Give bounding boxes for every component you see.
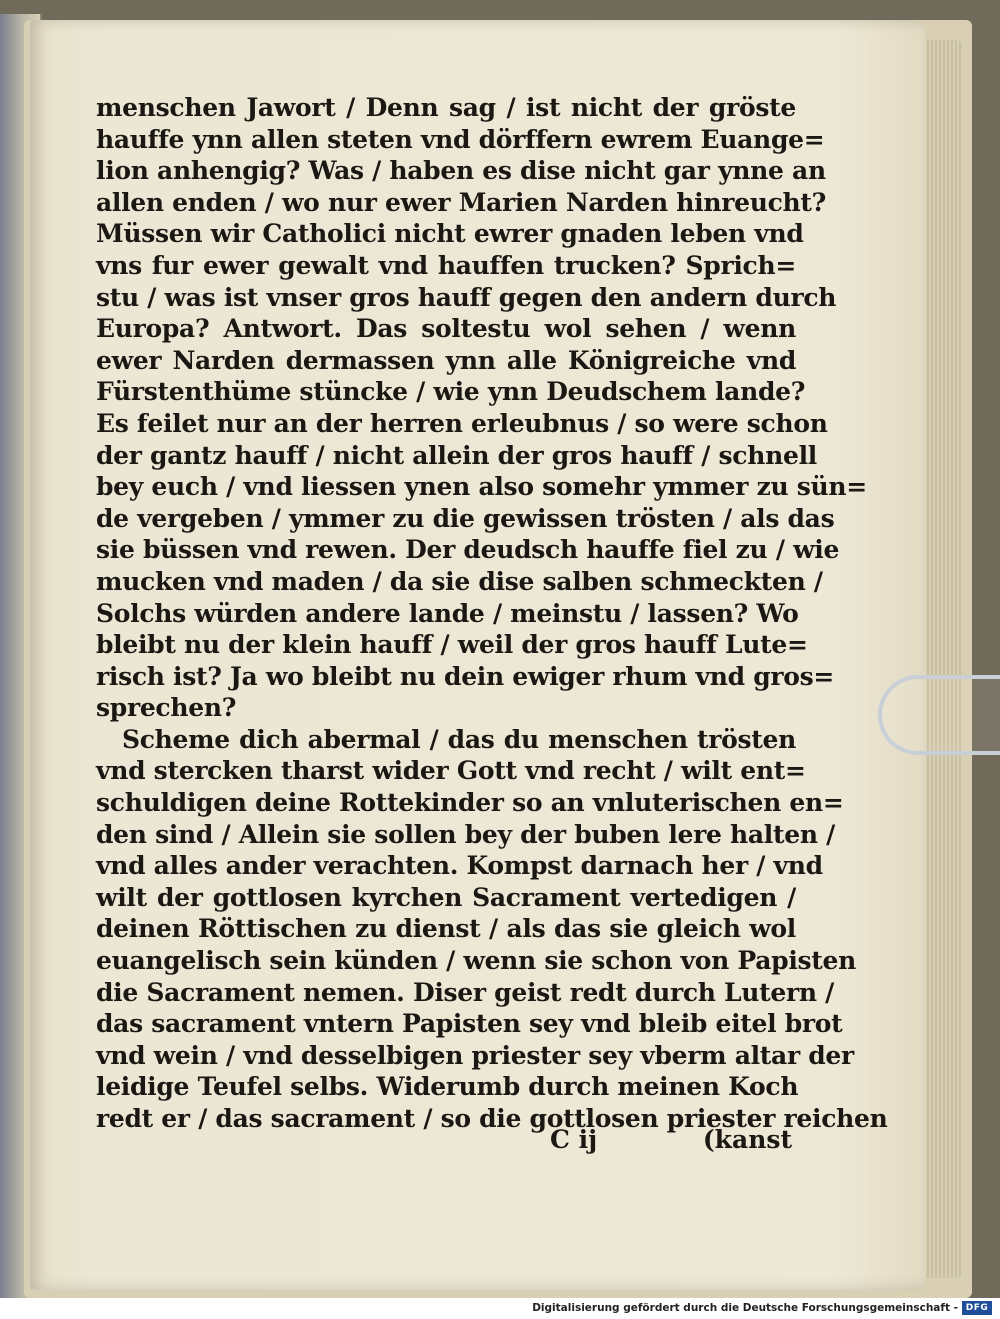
text-line: sie büssen vnd rewen. Der deudsch hauffe fiel zu / wie bbox=[96, 535, 840, 565]
text-line: vnd stercken tharst wider Gott vnd recht / wilt ent= bbox=[96, 756, 806, 786]
text-line: das sacrament vntern Papisten sey vnd bleib eitel brot bbox=[96, 1009, 843, 1039]
text-line: mucken vnd maden / da sie dise salben schmeckten / bbox=[96, 566, 823, 596]
text-line: risch ist? Ja wo bleibt nu dein ewiger rhum vnd gros= bbox=[96, 661, 835, 691]
text-line: lion anhengig? Was / haben es dise nicht gar ynne an bbox=[96, 156, 826, 186]
text-line: allen enden / wo nur ewer Marien Narden hinreucht? bbox=[96, 187, 827, 217]
text-line: Scheme dich abermal / das du menschen trösten bbox=[122, 724, 796, 754]
text-line: sprechen? bbox=[96, 693, 237, 723]
catchword: (kanst bbox=[702, 1125, 792, 1154]
text-line: stu / was ist vnser gros hauff gegen den andern durch bbox=[96, 282, 837, 312]
text-line: den sind / Allein sie sollen bey der buben lere halten / bbox=[96, 819, 835, 849]
paper-clip bbox=[878, 675, 1000, 755]
credit-bar bbox=[0, 1298, 1000, 1319]
text-line: Fürstenthüme stüncke / wie ynn Deudschem lande? bbox=[96, 377, 806, 407]
page-footer bbox=[96, 1125, 796, 1161]
text-line: euangelisch sein künden / wenn sie schon von Papisten bbox=[96, 946, 857, 976]
signature-mark: C ij bbox=[550, 1125, 598, 1154]
text-line: vnd wein / vnd desselbigen priester sey vberm altar der bbox=[96, 1040, 854, 1070]
text-line: deinen Röttischen zu dienst / als das sie gleich wol bbox=[96, 914, 796, 944]
text-line: wilt der gottlosen kyrchen Sacrament vertedigen / bbox=[96, 882, 796, 912]
text-line: menschen Jawort / Denn sag / ist nicht der gröste bbox=[96, 93, 796, 122]
text-line: redt er / das sacrament / so die gottlosen priester reichen bbox=[96, 1104, 888, 1133]
text-line: Europa? Antwort. Das soltestu wol sehen / wenn bbox=[96, 314, 796, 344]
credit-text: Digitalisierung gefördert durch die Deutsche Forschungsgemeinschaft - bbox=[532, 1302, 958, 1314]
text-line: der gantz hauff / nicht allein der gros hauff / schnell bbox=[96, 440, 817, 470]
text-line: bey euch / vnd liessen ynen also somehr ymmer zu sün= bbox=[96, 472, 867, 502]
text-line: ewer Narden dermassen ynn alle Königreiche vnd bbox=[96, 345, 796, 375]
text-line: Es feilet nur an der herren erleubnus / so were schon bbox=[96, 408, 828, 438]
text-line: Solchs würden andere lande / meinstu / lassen? Wo bbox=[96, 598, 799, 628]
text-line: die Sacrament nemen. Diser geist redt durch Lutern / bbox=[96, 977, 835, 1007]
text-line: schuldigen deine Rottekinder so an vnluterischen en= bbox=[96, 788, 844, 818]
text-line: Müssen wir Catholici nicht ewrer gnaden leben vnd bbox=[96, 219, 804, 249]
text-line: vnd alles ander verachten. Kompst darnach her / vnd bbox=[96, 851, 823, 881]
dfg-logo: DFG bbox=[962, 1301, 992, 1315]
text-line: bleibt nu der klein hauff / weil der gros hauff Lute= bbox=[96, 630, 808, 660]
page-text-block bbox=[96, 92, 888, 1135]
text-line: vns fur ewer gewalt vnd hauffen trucken? Sprich= bbox=[96, 250, 796, 280]
text-line: leidige Teufel selbs. Widerumb durch meinen Koch bbox=[96, 1072, 799, 1102]
text-line: hauffe ynn allen steten vnd dörffern ewrem Euange= bbox=[96, 124, 825, 154]
text-line: de vergeben / ymmer zu die gewissen trösten / als das bbox=[96, 503, 835, 533]
